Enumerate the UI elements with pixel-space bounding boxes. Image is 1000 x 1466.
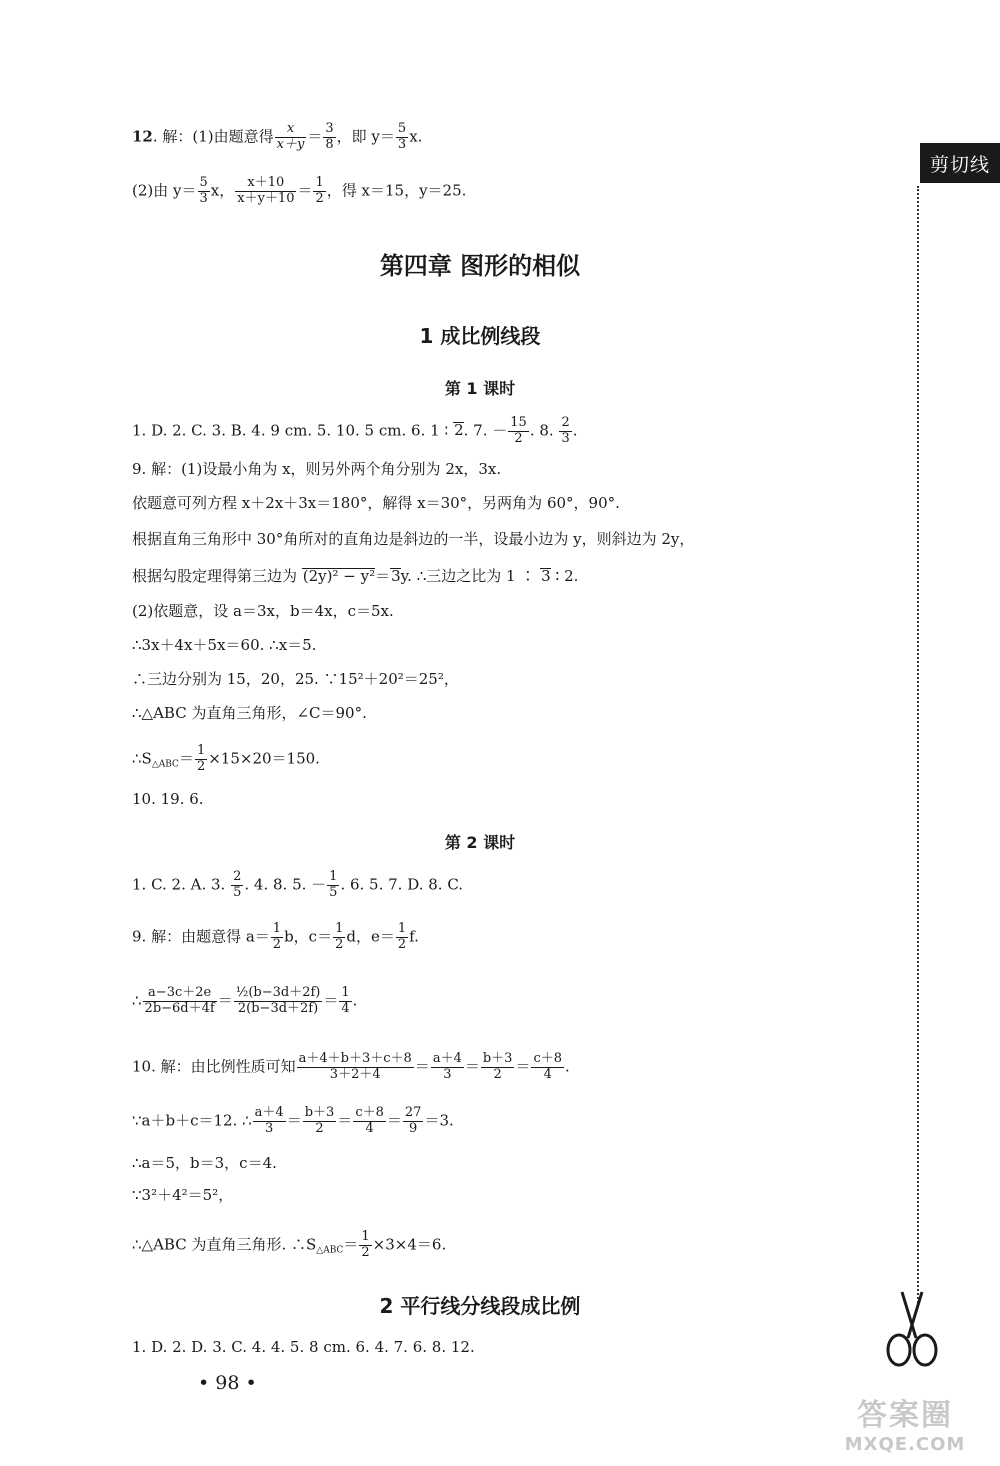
lesson1-q9-line1: 9. 解：(1)设最小角为 x，则另外两个角分别为 2x，3x.	[132, 460, 502, 478]
lesson1-q9-line7: ∴三边分别为 15，20，25. ∵15²＋20²＝25²，	[132, 670, 459, 688]
lesson2-q10-line4: ∵3²＋4²＝5²，	[132, 1186, 234, 1204]
lesson1-q9-line3: 根据直角三角形中 30°角所对的直角边是斜边的一半，设最小边为 y，则斜边为 2y，	[132, 530, 695, 548]
watermark	[810, 1390, 1000, 1466]
lesson1-q10: 10. 19. 6.	[132, 790, 204, 808]
watermark-url: MXQE.COM	[844, 1434, 966, 1455]
section1-title: 1 成比例线段	[419, 324, 541, 348]
lesson2-q10-line3: ∴a＝5，b＝3，c＝4.	[132, 1154, 277, 1172]
lesson1-q9-line9: $\therefore S_{\triangle ABC}=$ $\frac{1}{2}$ ×15×20＝150.	[132, 743, 320, 774]
lesson1-q9-line8: ∴△ABC 为直角三角形，∠C＝90°.	[132, 704, 367, 722]
q12-part2: (2)由 y＝ $\frac{5}{3}$ x， $\frac{x+10}{x+y+10}$ ＝ $\frac{1}{2}$ ，得 x＝15，y＝25.	[132, 175, 467, 206]
cut-dashed-line	[917, 186, 919, 1306]
lesson2-q10-line2: ∵a＋b＋c＝12. ∴ $\frac{a+4}{3}$ ＝ $\frac{b+3}{2}$ ＝ $\frac{c+8}{4}$ ＝ $\frac{27}{9}$ ＝3.	[132, 1105, 454, 1136]
section2-answers: 1. D. 2. D. 3. C. 4. 4. 5. 8 cm. 6. 4. 7. 6. 8. 12.	[132, 1338, 475, 1356]
page-number: • 98 •	[198, 1372, 257, 1394]
watermark-logo-text: 答案圈	[857, 1398, 953, 1433]
chapter-title: 第四章 图形的相似	[379, 252, 581, 280]
lesson2-q10-line1: 10. 解：由比例性质可知 $\frac{a+4+b+3+c+8}{3+2+4}$ ＝ $\frac{a+4}{3}$ ＝ $\frac{b+3}{2}$ ＝ $\frac{c+8}{4}$ .	[132, 1051, 570, 1082]
lesson2-title: 第 2 课时	[444, 833, 516, 852]
lesson1-q9-line4: 根据勾股定理得第三边为 (2y)² − y²＝3y. ∴三边之比为 1 ∶ 3 ∶ 2.	[132, 567, 579, 585]
lesson1-title: 第 1 课时	[444, 379, 516, 398]
lesson2-answers: 1. C. 2. A. 3. $\frac{2}{5}$ . 4. 8. 5. － $\frac{1}{5}$ . 6. 5. 7. D. 8. C.	[132, 869, 464, 900]
lesson2-q9-line2: ∴ $\frac{a-3c+2e}{2b-6d+4f}$ ＝ $\frac{\text{½(b−3d＋2f)}}{2(b-3d+2f)}$ ＝ $\frac{1}{4}$ .	[132, 985, 358, 1016]
lesson2-q9-line1: 9. 解：由题意得 a＝ $\frac{1}{2}$ b，c＝ $\frac{1}{2}$ d，e＝ $\frac{1}{2}$ f.	[132, 921, 419, 952]
cut-line-tab: 剪切线	[920, 143, 1000, 183]
lesson1-q9-line6: ∴3x＋4x＋5x＝60. ∴x＝5.	[132, 636, 317, 654]
lesson1-q9-line5: (2)依题意，设 a＝3x，b＝4x，c＝5x.	[132, 602, 394, 620]
q12-part1: 12. 解：(1)由题意得 $\frac{x}{x+y}$ ＝ $\frac{3}{8}$ ，即 y＝ $\frac{5}{3}$ x.	[132, 121, 423, 152]
section2-title: 2 平行线分线段成比例	[379, 1294, 581, 1318]
lesson2-q10-line5: ∴△ABC 为直角三角形. $\therefore S_{\triangle ABC}=$ $\frac{1}{2}$ ×3×4＝6.	[132, 1229, 447, 1260]
lesson1-q9-line2: 依题意可列方程 x＋2x＋3x＝180°，解得 x＝30°，另两角为 60°，90°.	[132, 494, 620, 512]
lesson1-answers: 1. D. 2. C. 3. B. 4. 9 cm. 5. 10. 5 cm. 6. 1 ∶ 2. 7. － $\frac{15}{2}$ . 8. $\frac{2}{3}$ .	[132, 415, 578, 446]
